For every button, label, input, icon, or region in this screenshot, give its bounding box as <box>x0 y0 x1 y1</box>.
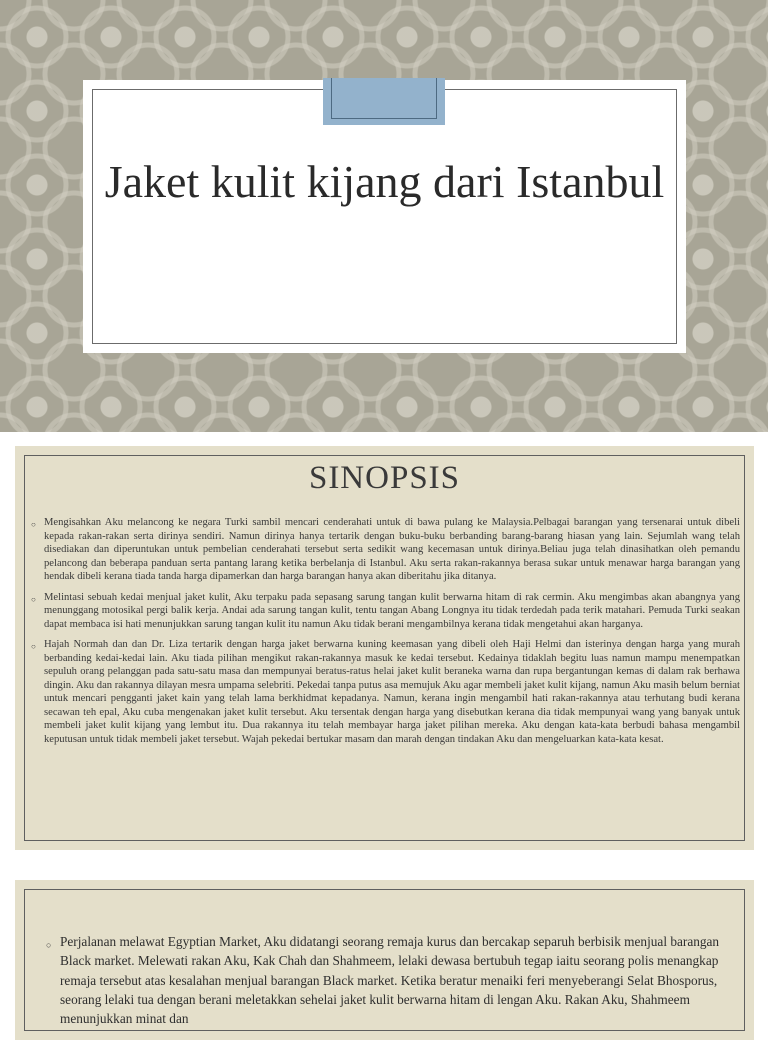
synopsis-slide <box>15 446 754 850</box>
slide-title: Jaket kulit kijang dari Istanbul <box>104 156 665 207</box>
list-item <box>45 932 725 1028</box>
synopsis-paragraph-2: Melintasi sebuah kedai menjual jaket kulit, Aku terpaku pada sepasang sarung tangan kulit berwarna hitam di rak cermin. Aku mengimbas akan abangnya yang menunggang motosikal pergi balik kerja. Andai ada sarung tangan kulit, tentu tangan Abang Longnya itu tidak terdedah pada terik matahari. Pemuda Turki seakan dapat membaca isi hati menunjukkan sarung tangan kulit itu namun Aku tidak berani mengambilnya kerana tidak mengetahui akan harganya. <box>44 591 740 630</box>
list-item <box>28 591 740 632</box>
bullet-icon: ○ <box>31 594 36 604</box>
list-item <box>28 516 740 584</box>
bullet-icon: ○ <box>46 940 52 950</box>
synopsis-paragraph-1: Mengisahkan Aku melancong ke negara Turki sambil mencari cenderahati untuk di bawa pulang ke Malaysia.Pelbagai barangan yang tersenarai untuk dibeli kepada rakan-rakan serta dirinya sendiri. Namun dirinya hanya tertarik dengan buku-buku berbanding barang-barang hiasan yang lain. Sejumlah wang telah disediakan dan diperuntukan untuk pembelian cenderahati tersebut serta sedikit wang kecemasan untuk dirinya.Beliau juga telah dinasihatkan oleh pemandu pelancong dan beberapa panduan serta pantang larang ketika berbelanja di Istanbul. Aku serta rakan-rakannya berasa sukar untuk menawar harga barangan yang hendak dibeli kerana tiada tanda harga dipamerkan dan harga barangan hanya akan diberitahu jika ditanya. <box>44 517 740 582</box>
bullet-icon: ○ <box>31 520 36 529</box>
bullet-icon: ○ <box>31 642 36 651</box>
continuation-slide <box>15 880 754 1040</box>
title-accent-tab-border <box>331 78 437 119</box>
title-card <box>83 80 686 353</box>
synopsis-paragraph-3: Hajah Normah dan dan Dr. Liza tertarik dengan harga jaket berwarna kuning keemasan yang dibeli oleh Haji Helmi dan isterinya dengan harga yang murah berbanding kedai-kedai lain. Aku tiada pilihan mengikut rakan-rakannya masuk ke kedai tersebut. Kedainya tidaklah begitu luas namun mampu menempatkan sepuluh orang pelanggan pada satu-satu masa dan mempunyai beratus-ratus helai jaket kulit beraneka warna dan rupa bergantungan kemas di dalam rak berhawa dingin. Aku dan rakannya dilayan mesra umpama selebriti. Pekedai tanpa putus asa memujuk Aku agar membeli jaket kulit kijang, namun Aku masih belum berniat untuk mencari pengganti jaket kain yang telah lama berkhidmat kepadanya. Namun, kerana ingin mengambil hati rakan-rakannya atau terhutang budi kerana secawan teh epal, Aku cuba mengenakan jaket kulit tersebut. Aku tersentak dengan harga yang disebutkan kerana dia tidak mempunyai wang yang banyak untuk membeli jaket kulit kijang yang lembut itu. Dua rakannya itu telah membayar harga jaket pilihan mereka. Aku dengan kata-kata berbudi bahasa mengambil keputusan untuk tidak membeli jaket tersebut. Wajah pekedai bertukar masam dan marah dengan tindakan Aku dan mengeluarkan kata-kata kesat. <box>44 639 740 745</box>
synopsis-heading: SINOPSIS <box>308 460 461 496</box>
continuation-paragraph: Perjalanan melawat Egyptian Market, Aku didatangi seorang remaja kurus dan bercakap separuh berbisik menjual barangan Black market. Melewati rakan Aku, Kak Chah dan Shahmeem, lelaki dewasa bertubuh tegap iaitu seorang polis menangkap remaja tersebut atas kesalahan menjual barangan Black market. Ketika beratur menaiki feri menyeberangi Selat Bhosporus, seorang lelaki tua dengan berani meletakkan sehelai jaket kulit berwarna hitam di lengan Aku. Rakan Aku, Shahmeem menunjukkan minat dan <box>60 934 720 1027</box>
title-card-border <box>92 89 677 344</box>
title-accent-tab <box>323 78 445 125</box>
synopsis-list <box>28 516 740 753</box>
continuation-list <box>45 932 725 1028</box>
title-slide <box>0 0 768 432</box>
list-item <box>28 638 740 746</box>
